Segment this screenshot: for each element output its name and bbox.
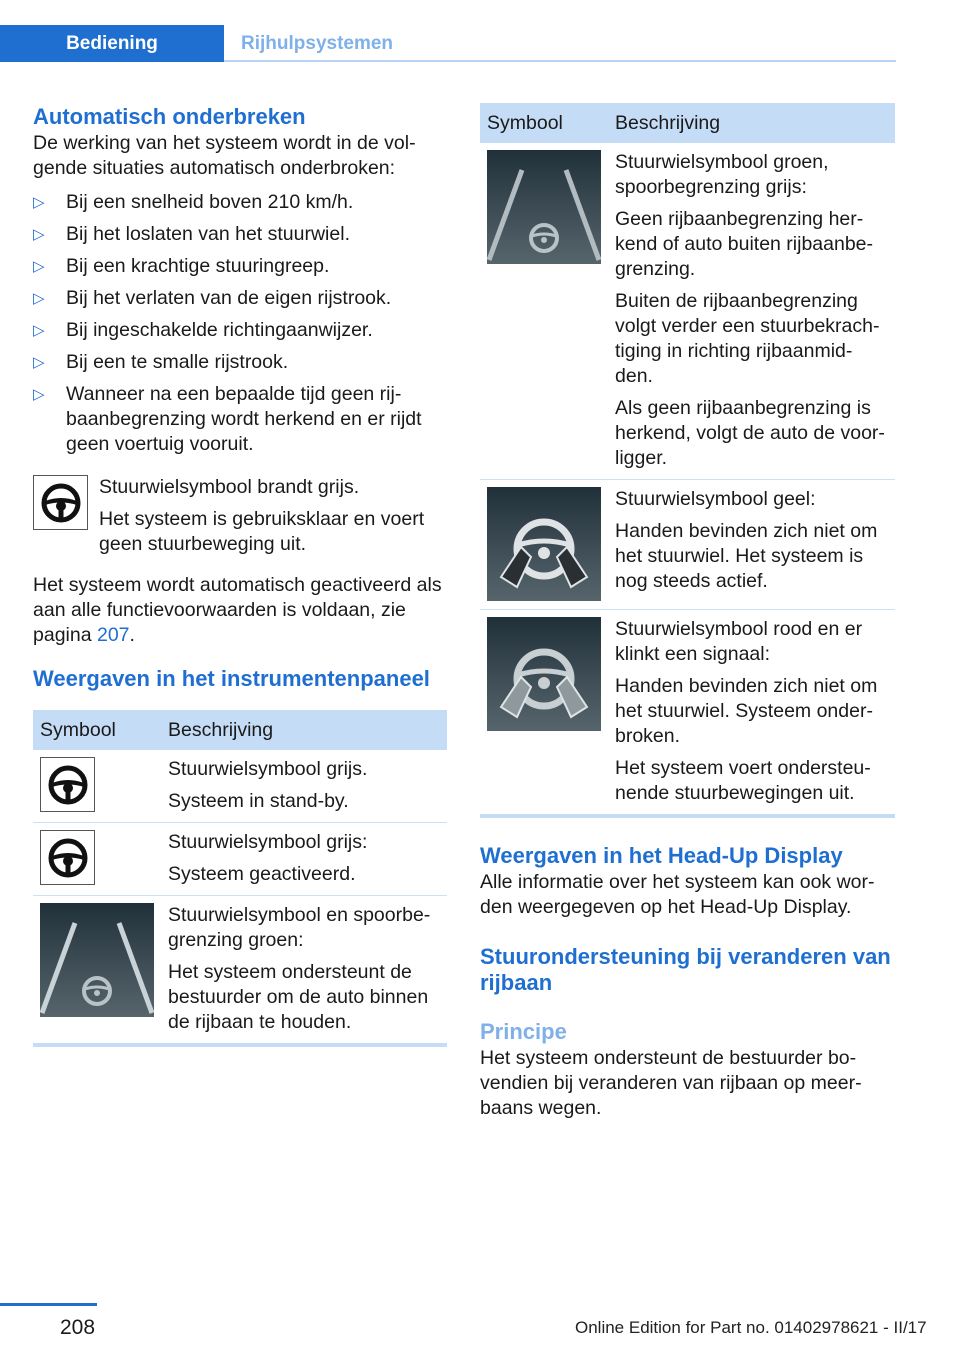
table-row: Stuurwielsymbool grijs. Systeem in stand-by. (33, 750, 447, 823)
edition-text: Online Edition for Part no. 01402978621 - II/17 (575, 1318, 927, 1337)
footer-divider (0, 1303, 97, 1306)
triangle-bullet-icon: ▷ (33, 322, 45, 339)
icon-note-line-1: Stuurwielsymbool brandt grijs. (99, 476, 360, 498)
list-item: ▷ Bij een te smalle rijstrook. (33, 351, 289, 373)
activation-text: Het systeem wordt automatisch geactiveerd als aan alle functievoorwaarden is voldaan, zie pagina 207. (33, 574, 442, 646)
principle-text: Het systeem ondersteunt de bestuurder bo-vendien bij veranderen van rijbaan op meer-baans wegen. (480, 1047, 862, 1119)
triangle-bullet-icon: ▷ (33, 194, 45, 211)
list-item: ▷ Bij een krachtige stuuringreep. (33, 255, 330, 277)
steering-wheel-grey-icon (40, 757, 95, 812)
heading-instrumentenpaneel: Weergaven in het instrumentenpaneel (33, 666, 430, 691)
steering-wheel-grey-icon (40, 830, 95, 885)
triangle-bullet-icon: ▷ (33, 290, 45, 307)
triangle-bullet-icon: ▷ (33, 258, 45, 275)
page-header (0, 0, 960, 62)
tab-rijhulpsystemen[interactable]: Rijhulpsystemen (241, 33, 394, 54)
header-divider (224, 60, 896, 62)
list-item: ▷ Bij het verlaten van de eigen rijstrook. (33, 287, 392, 309)
steering-wheel-grey-icon (33, 475, 88, 530)
instrument-panel-table (33, 710, 447, 1047)
indicator-table (480, 103, 895, 818)
triangle-bullet-icon: ▷ (33, 226, 45, 243)
list-item: ▷ Bij ingeschakelde richtingaanwijzer. (33, 319, 373, 341)
hands-on-wheel-red-icon (487, 617, 601, 731)
page-number: 208 (60, 1316, 96, 1339)
page-link[interactable]: 207 (96, 624, 130, 646)
intro-text: De werking van het systeem wordt in de vol-gende situaties automatisch onderbroken: (33, 132, 416, 179)
list-item: ▷ Bij een snelheid boven 210 km/h. (33, 191, 354, 213)
table-header-row (480, 103, 895, 143)
column-header-beschrijving: Beschrijving (161, 710, 447, 750)
tab-bediening[interactable]: Bediening (0, 25, 224, 62)
icon-note (33, 475, 447, 557)
interruption-list (33, 190, 447, 457)
triangle-bullet-icon: ▷ (33, 386, 45, 403)
list-item: ▷ Wanneer na een bepaalde tijd geen rij-baanbegrenzing wordt herkend en er rijdt geen voertuig vooruit. (33, 383, 422, 455)
column-header-symbool: Symbool (480, 103, 608, 143)
hands-on-wheel-yellow-icon (487, 487, 601, 601)
column-header-symbool: Symbool (33, 710, 161, 750)
hud-text: Alle informatie over het systeem kan ook wor-den weergegeven op het Head-Up Display. (480, 871, 875, 918)
heading-automatisch-onderbreken: Automatisch onderbreken (33, 104, 306, 129)
lane-steering-green-grey-icon (487, 150, 601, 264)
column-header-beschrijving: Beschrijving (608, 103, 895, 143)
table-row: Stuurwielsymbool geel: Handen bevinden zich niet om het stuurwiel. Het systeem is nog steeds actief. (480, 480, 895, 610)
heading-principe: Principe (480, 1019, 567, 1044)
heading-stuurondersteuning: Stuurondersteuning bij veranderen van rijbaan (480, 944, 891, 995)
table-header-row (33, 710, 447, 750)
left-column (33, 103, 447, 1047)
table-row: Stuurwielsymbool rood en er klinkt een signaal: Handen bevinden zich niet om het stuurwiel. Systeem onder-broken. Het systeem voert ondersteu-nende stuurbewegingen uit. (480, 610, 895, 817)
lane-steering-green-icon (40, 903, 154, 1017)
triangle-bullet-icon: ▷ (33, 354, 45, 371)
heading-head-up-display: Weergaven in het Head-Up Display (480, 843, 843, 868)
list-item: ▷ Bij het loslaten van het stuurwiel. (33, 223, 350, 245)
table-row: Stuurwielsymbool en spoorbe-grenzing groen: Het systeem ondersteunt de bestuurder om de auto binnen de rijbaan te houden. (33, 896, 447, 1046)
table-row: Stuurwielsymbool groen, spoorbegrenzing grijs: Geen rijbaanbegrenzing her-kend of auto buiten rijbaanbe-grenzing. Buiten de rijbaanbegrenzing volgt verder een stuurbekrach-tiging in richting rijbaanmid-den. Als geen rijbaanbegrenzing is herkend, volgt de auto de voor-ligger. (480, 143, 895, 480)
right-column (480, 103, 895, 1121)
icon-note-line-2: Het systeem is gebruiksklaar en voert geen stuurbeweging uit. (99, 508, 425, 555)
table-row: Stuurwielsymbool grijs: Systeem geactiveerd. (33, 823, 447, 896)
